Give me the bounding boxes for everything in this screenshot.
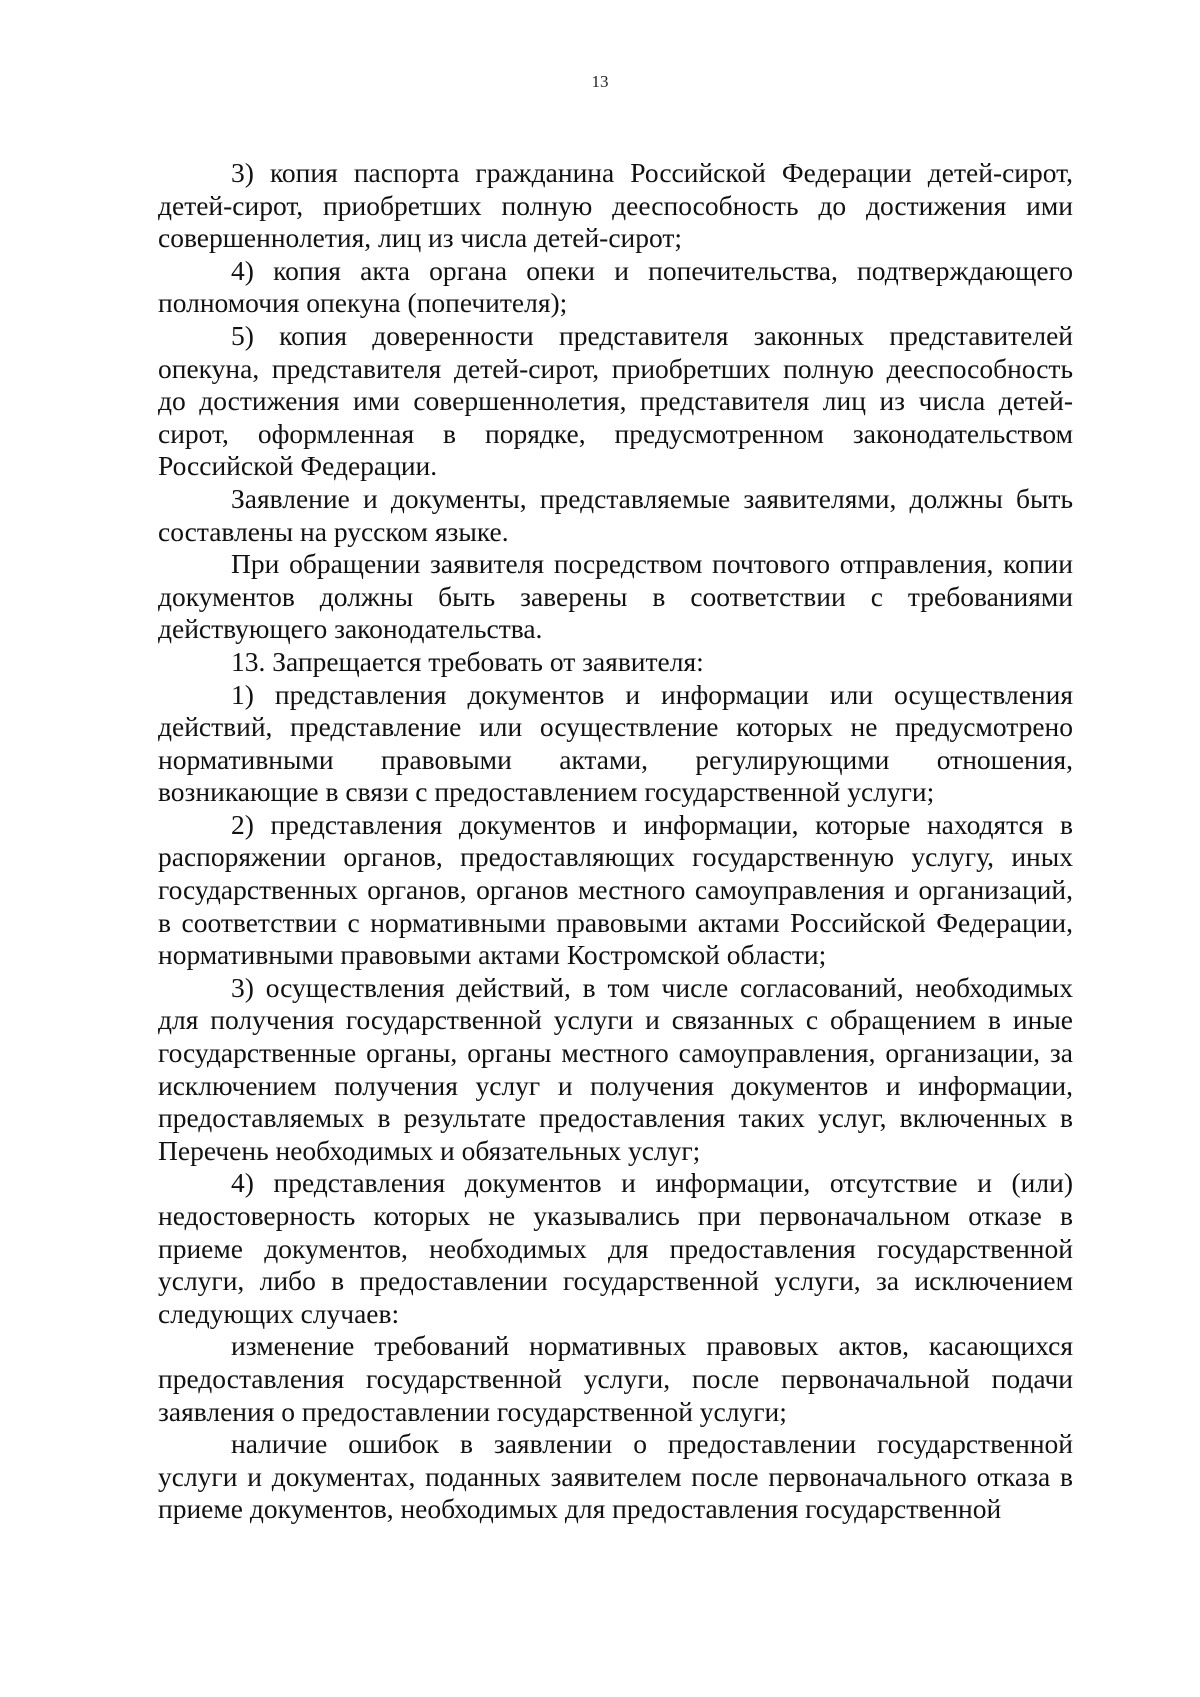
document-body	[158, 157, 1073, 1526]
paragraph-case-requirements-change: изменение требований нормативных правовых актов, касающихся предоставления государственной услуги, после первоначальной подачи заявления о предоставлении государственной услуги;	[158, 1330, 1073, 1427]
paragraph-item-1: 1) представления документов и информации или осуществления действий, представление или осуществление которых не предусмотрено нормативными правовыми актами, регулирующими отношения, возникающие в связи с предоставлением государственной услуги;	[158, 678, 1073, 808]
paragraph-case-application-errors: наличие ошибок в заявлении о предоставлении государственной услуги и документах, поданных заявителем после первоначального отказа в приеме документов, необходимых для предоставления государственной	[158, 1428, 1073, 1525]
paragraph-guardianship-act: 4) копия акта органа опеки и попечительства, подтверждающего полномочия опекуна (попечителя);	[158, 254, 1073, 319]
paragraph-item-3: 3) осуществления действий, в том числе согласований, необходимых для получения государственной услуги и связанных с обращением в иные государственные органы, органы местного самоуправления, организации, за исключением получения услуг и получения документов и информации, предоставляемых в результате предоставления таких услуг, включенных в Перечень необходимых и обязательных услуг;	[158, 971, 1073, 1166]
paragraph-russian-language: Заявление и документы, представляемые заявителями, должны быть составлены на русском языке.	[158, 482, 1073, 547]
paragraph-item-2: 2) представления документов и информации, которые находятся в распоряжении органов, предоставляющих государственную услугу, иных государственных органов, органов местного самоуправления и организаций, в соответствии с нормативными правовыми актами Российской Федерации, нормативными правовыми актами Костромской области;	[158, 808, 1073, 971]
paragraph-passport-copy: 3) копия паспорта гражданина Российской Федерации детей-сирот, детей-сирот, приобретших полную дееспособность до достижения ими совершеннолетия, лиц из числа детей-сирот;	[158, 157, 1073, 254]
page-number: 13	[591, 72, 609, 91]
paragraph-power-of-attorney: 5) копия доверенности представителя законных представителей опекуна, представителя детей-сирот, приобретших полную дееспособность до достижения ими совершеннолетия, представителя лиц из числа детей-сирот, оформленная в порядке, предусмотренном законодательством Российской Федерации.	[158, 319, 1073, 482]
paragraph-item-4: 4) представления документов и информации, отсутствие и (или) недостоверность которых не указывались при первоначальном отказе в приеме документов, необходимых для предоставления государственной услуги, либо в предоставлении государственной услуги, за исключением следующих случаев:	[158, 1167, 1073, 1329]
paragraph-section-13-heading: 13. Запрещается требовать от заявителя:	[231, 645, 704, 677]
paragraph-postal-submission: При обращении заявителя посредством почтового отправления, копии документов должны быть заверены в соответствии с требованиями действующего законодательства.	[158, 548, 1073, 645]
